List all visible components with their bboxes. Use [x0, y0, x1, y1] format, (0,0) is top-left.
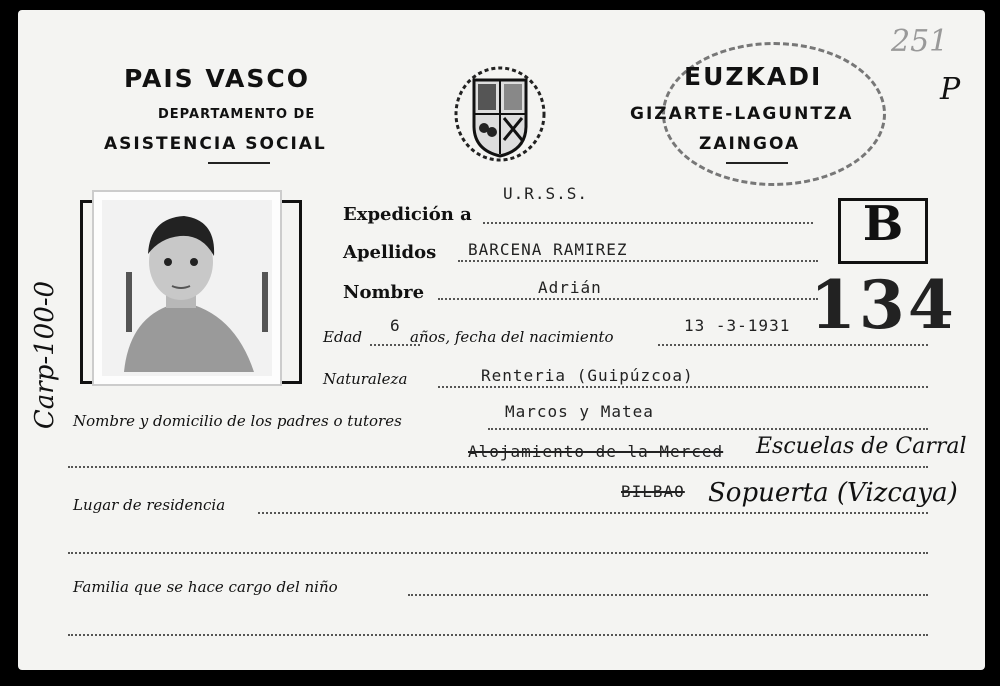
edad-label: Edad	[323, 328, 363, 346]
card-number: 134	[810, 266, 957, 344]
residencia-label: Lugar de residencia	[73, 496, 226, 514]
fecha-value: 13 -3-1931	[684, 316, 791, 335]
naturaleza-line	[438, 386, 928, 388]
residencia-struck: BILBAO	[621, 482, 685, 501]
side-note: Carp-100-0	[30, 280, 60, 430]
familia-line-2	[68, 634, 928, 636]
domicilio-line	[68, 466, 928, 468]
header-right-title: EUZKADI	[684, 62, 823, 91]
padres-line	[488, 428, 928, 430]
residencia-handwritten: Sopuerta (Vizcaya)	[708, 478, 958, 508]
familia-label: Familia que se hace cargo del niño	[73, 578, 338, 596]
apellidos-line	[458, 260, 818, 262]
residencia-line	[258, 512, 928, 514]
padres-label: Nombre y domicilio de los padres o tutores	[73, 412, 402, 430]
naturaleza-value: Renteria (Guipúzcoa)	[481, 366, 694, 385]
header-right-department: ZAINGOA	[699, 134, 801, 154]
header-left-title: PAIS VASCO	[124, 64, 310, 93]
anos-fecha-label: años, fecha del nacimiento	[410, 328, 614, 346]
header-right-subtitle: GIZARTE-LAGUNTZA	[630, 104, 854, 124]
familia-line	[408, 594, 928, 596]
corner-note: 251	[891, 24, 949, 59]
header-left-subtitle: DEPARTAMENTO DE	[158, 107, 316, 122]
coat-of-arms-icon	[454, 66, 546, 162]
expedicion-value: U.R.S.S.	[503, 184, 589, 203]
naturaleza-label: Naturaleza	[323, 370, 408, 388]
corner-mark: P	[940, 72, 961, 107]
domicilio-struck: Alojamiento de la Merced	[468, 442, 724, 461]
registration-card	[18, 10, 985, 670]
edad-value: 6	[390, 316, 401, 335]
fecha-line	[658, 344, 928, 346]
residencia-line-2	[68, 552, 928, 554]
nombre-label: Nombre	[343, 282, 425, 303]
class-letter: B	[862, 196, 904, 252]
expedicion-line	[483, 222, 813, 224]
header-right-rule	[726, 162, 788, 164]
apellidos-label: Apellidos	[343, 242, 437, 263]
nombre-value: Adrián	[538, 278, 602, 297]
domicilio-handwritten: Escuelas de Carral	[756, 434, 967, 459]
child-photo	[92, 190, 282, 386]
expedicion-label: Expedición a	[343, 204, 472, 225]
nombre-line	[438, 298, 818, 300]
apellidos-value: BARCENA RAMIREZ	[468, 240, 628, 259]
header-left-department: ASISTENCIA SOCIAL	[104, 134, 327, 154]
header-left-rule	[208, 162, 270, 164]
padres-value: Marcos y Matea	[505, 402, 654, 421]
